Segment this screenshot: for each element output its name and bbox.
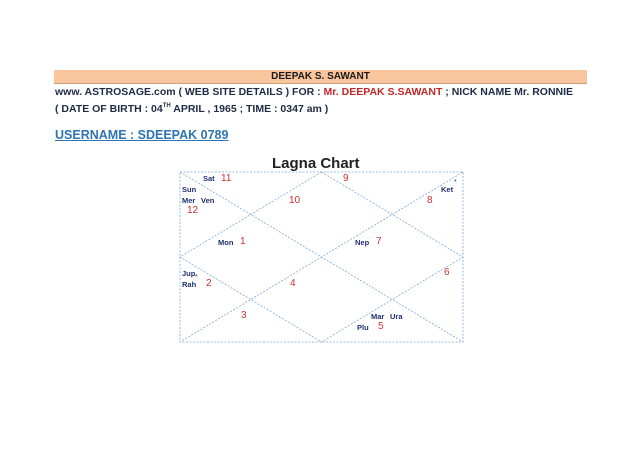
house-1: 1 (240, 236, 246, 247)
house-11: 11 (221, 173, 232, 184)
house-6: 6 (444, 267, 450, 278)
ordinal-suffix: TH (162, 103, 171, 109)
planet-sat: Sat (203, 174, 215, 183)
website-details-prefix: www. ASTROSAGE.com ( WEB SITE DETAILS ) FOR : (55, 86, 324, 98)
planet-ket: Ket (441, 185, 454, 194)
house-5: 5 (378, 321, 384, 332)
planet-sun: Sun (182, 185, 197, 194)
planet-plu: Plu (357, 323, 369, 332)
planet-nep: Nep (355, 238, 370, 247)
planet-mon: Mon (218, 238, 234, 247)
full-name: Mr. DEEPAK S.SAWANT (323, 86, 443, 98)
house-3: 3 (241, 310, 247, 321)
birth-date-prefix: ( DATE OF BIRTH : 04 (55, 103, 163, 115)
planet-jup: Jup (182, 269, 196, 278)
house-12: 12 (187, 205, 199, 216)
nickname-text: ; NICK NAME Mr. RONNIE (442, 86, 574, 98)
chart-title: Lagna Chart (272, 155, 360, 172)
planet-rah: Rah (182, 280, 197, 289)
retrograde-mark-rah: * (195, 274, 198, 281)
planet-ven: Ven (201, 196, 215, 205)
birth-date-suffix: APRIL , 1965 ; TIME : 0347 am ) (170, 103, 329, 115)
planet-ura: Ura (390, 312, 403, 321)
house-7: 7 (376, 236, 382, 247)
retrograde-mark-ket: * (454, 179, 457, 186)
planet-mar: Mar (371, 312, 385, 321)
house-9: 9 (343, 173, 349, 184)
username-link[interactable]: USERNAME : SDEEPAK 0789 (55, 128, 229, 142)
name-banner: DEEPAK S. SAWANT (54, 70, 587, 84)
house-10: 10 (289, 195, 301, 206)
house-8: 8 (427, 195, 433, 206)
house-4: 4 (290, 278, 296, 289)
house-2: 2 (206, 278, 212, 289)
planet-mer: Mer (182, 196, 196, 205)
